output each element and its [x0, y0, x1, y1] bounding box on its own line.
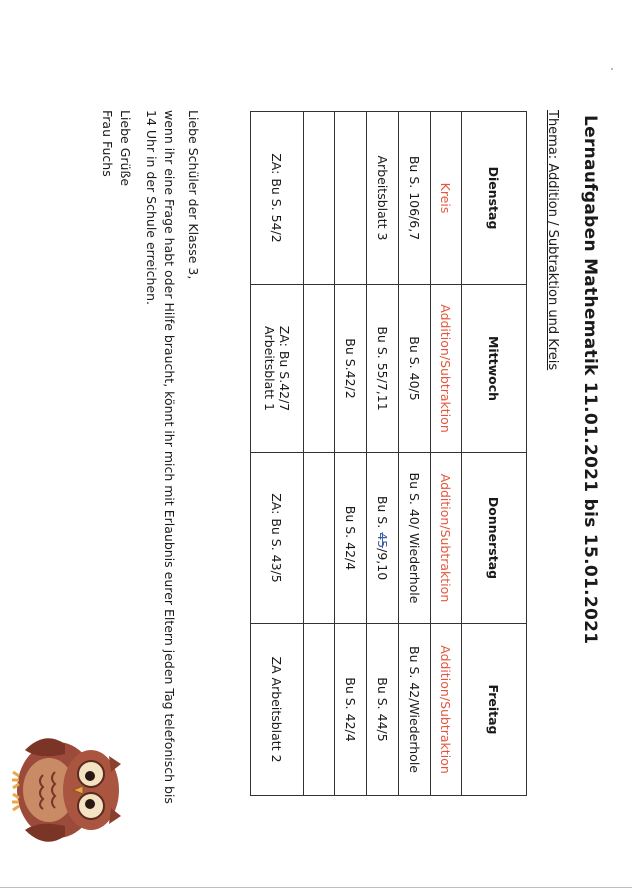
cell-fri-task-3: Bu S. 42/4	[335, 624, 367, 796]
corrected-number: 45	[375, 532, 390, 549]
table-row	[335, 112, 367, 796]
cell-thu-task-2-suffix: /9,10	[375, 548, 390, 581]
cell-thu-empty	[304, 453, 335, 624]
letter	[98, 110, 202, 810]
letter-signature: Frau Fuchs	[100, 110, 115, 177]
cell-fri-empty	[304, 624, 335, 796]
document-title: Lernaufgaben Mathematik 11.01.2021 bis 15.01.2021	[580, 115, 600, 645]
cell-tue-topic: Kreis	[431, 112, 462, 285]
cell-wed-empty	[304, 285, 335, 453]
owl-icon	[9, 720, 127, 860]
letter-greeting: Liebe Schüler der Klasse 3,	[186, 110, 201, 280]
cell-tue-task-3	[335, 112, 367, 285]
table-row-empty	[304, 112, 335, 796]
letter-closing: Liebe Grüße	[118, 110, 133, 187]
table-row-extra	[251, 112, 304, 796]
cell-thu-extra: ZA: Bu S. 43/5	[251, 453, 304, 624]
cell-thu-task-1: Bu S. 40/ Wiederhole	[399, 453, 431, 624]
cell-fri-extra: ZA Arbeitsblatt 2	[251, 624, 304, 796]
cell-thu-task-2	[367, 453, 399, 624]
letter-body: wenn ihr eine Frage habt oder Hilfe braucht, könnt ihr mich mit Erlaubnis eurer Eltern jeden Tag telefonisch bis 14 Uhr in der Schule erreichen.	[144, 110, 177, 804]
scan-edge-mark	[611, 68, 613, 70]
header-tuesday: Dienstag	[462, 112, 527, 285]
cell-wed-extra-line-2: Arbeitsblatt 1	[262, 326, 277, 411]
cell-tue-extra: ZA: Bu S. 54/2	[251, 112, 304, 285]
cell-wed-task-3: Bu S.42/2	[335, 285, 367, 453]
table-header-row	[462, 112, 527, 796]
cell-wed-task-1: Bu S. 40/5	[399, 285, 431, 453]
cell-tue-task-2: Arbeitsblatt 3	[367, 112, 399, 285]
header-wednesday: Mittwoch	[462, 285, 527, 453]
cell-wed-extra	[251, 285, 304, 453]
table-row-topic	[431, 112, 462, 796]
header-friday: Freitag	[462, 624, 527, 796]
cell-fri-topic: Addition/Subtraktion	[431, 624, 462, 796]
cell-thu-topic: Addition/Subtraktion	[431, 453, 462, 624]
assignment-table	[250, 111, 527, 796]
header-thursday: Donnerstag	[462, 453, 527, 624]
cell-wed-extra-line-1: ZA: Bu S.42/7	[277, 325, 292, 412]
table-row	[399, 112, 431, 796]
table-row	[367, 112, 399, 796]
cell-tue-empty	[304, 112, 335, 285]
cell-wed-task-2: Bu S. 55/7,11	[367, 285, 399, 453]
cell-fri-task-2: Bu S. 44/5	[367, 624, 399, 796]
cell-tue-task-1: Bu S. 106/6,7	[399, 112, 431, 285]
cell-wed-topic: Addition/Subtraktion	[431, 285, 462, 453]
cell-thu-task-2-prefix: Bu S.	[375, 495, 390, 529]
cell-thu-task-3: Bu S. 42/4	[335, 453, 367, 624]
document-theme: Thema: Addition / Subtraktion und Kreis	[545, 110, 560, 371]
scan-edge-line	[0, 887, 632, 888]
cell-fri-task-1: Bu S. 42/Wiederhole	[399, 624, 431, 796]
